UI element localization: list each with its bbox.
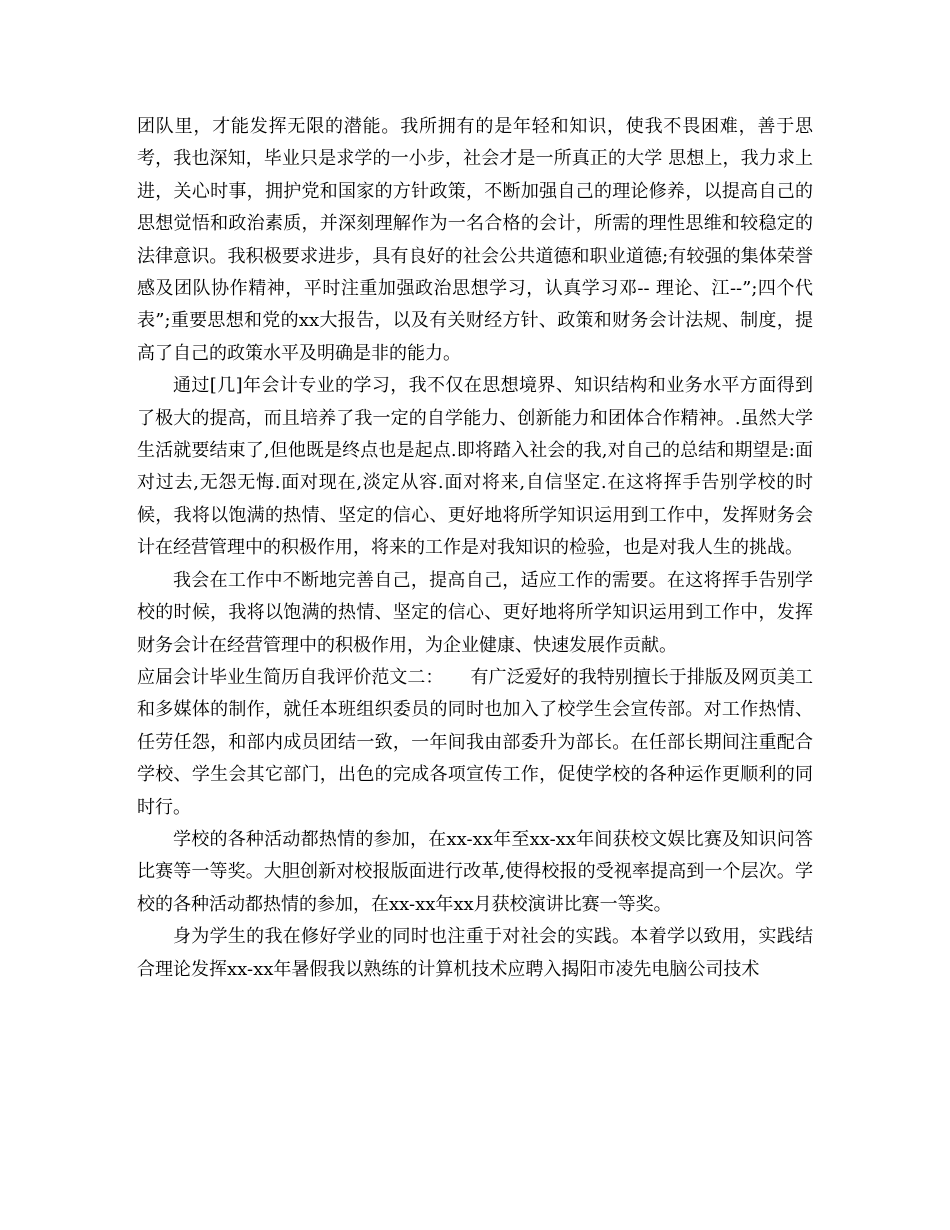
paragraph-4-heading: 应届会计毕业生简历自我评价范文二： 有广泛爱好的我特别擅长于排版及网页美工和多媒体的制作，就任本班组织委员的同时也加入了校学生会宣传部。对工作热情、任劳任怨，和部内成员团结一致，一年间我由部委升为部长。在任部长期间注重配合学校、学生会其它部门，出色的完成各项宣传工作，促使学校的各种运作更顺利的同时行。 [137, 666, 813, 818]
paragraph-1: 团队里，才能发挥无限的潜能。我所拥有的是年轻和知识，使我不畏困难，善于思考，我也深知，毕业只是求学的一小步，社会才是一所真正的大学 思想上，我力求上进，关心时事，拥护党和国家的方针政策，不断加强自己的理论修养，以提高自己的思想觉悟和政治素质，并深刻理解作为一名合格的会计，所需的理性思维和较稳定的法律意识。我积极要求进步，具有良好的社会公共道德和职业道德;有较强的集体荣誉感及团队协作精神，平时注重加强政治思想学习，认真学习邓-- 理论、江--”;四个代表”;重要思想和党的xx大报告，以及有关财经方针、政策和财务会计法规、制度，提高了自己的政策水平及明确是非的能力。 [137, 116, 813, 364]
paragraph-2: 通过[几]年会计专业的学习，我不仅在思想境界、知识结构和业务水平方面得到了极大的提高，而且培养了我一定的自学能力、创新能力和团体合作精神。.虽然大学生活就要结束了,但他既是终点也是起点.即将踏入社会的我,对自己的总结和期望是:面对过去,无怨无悔.面对现在,淡定从容.面对将来,自信坚定.在这将挥手告别学校的时候，我将以饱满的热情、坚定的信心、更好地将所学知识运用到工作中，发挥财务会计在经营管理中的积极作用，将来的工作是对我知识的检验，也是对我人生的挑战。 [137, 375, 813, 559]
document-page [137, 111, 813, 986]
paragraph-5: 学校的各种活动都热情的参加，在xx-xx年至xx-xx年间获校文娱比赛及知识问答比赛等一等奖。大胆创新对校报版面进行改革,使得校报的受视率提高到一个层次。学校的各种活动都热情的参加，在xx-xx年xx月获校演讲比赛一等奖。 [137, 828, 813, 915]
paragraph-3: 我会在工作中不断地完善自己，提高自己，适应工作的需要。在这将挥手告别学校的时候，我将以饱满的热情、坚定的信心、更好地将所学知识运用到工作中，发挥财务会计在经营管理中的积极作用，为企业健康、快速发展作贡献。 [137, 569, 813, 656]
paragraph-6: 身为学生的我在修好学业的同时也注重于对社会的实践。本着学以致用，实践结合理论发挥xx-xx年暑假我以熟练的计算机技术应聘入揭阳市凌先电脑公司技术 [137, 926, 813, 980]
